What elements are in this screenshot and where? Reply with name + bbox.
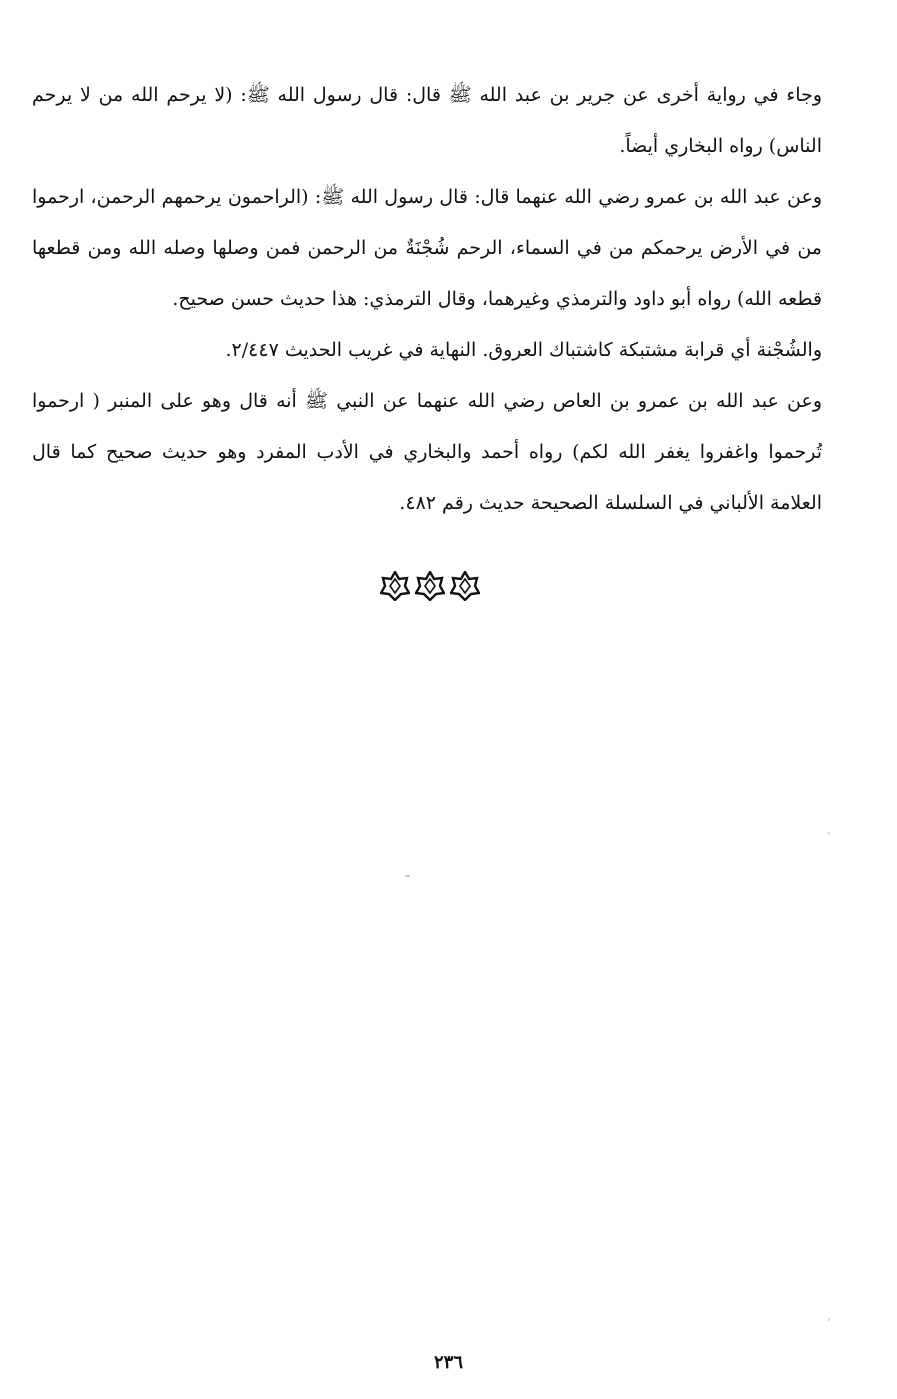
paragraph-irhamu-turhamu-hadith: وعن عبد الله بن عمرو بن العاص رضي الله عنهما عن النبي ﷺ أنه قال وهو على المنبر ( ارحموا تُرحموا واغفروا يغفر الله لكم) رواه أحمد والبخاري في الأدب المفرد وهو حديث صحيح كما قال العلامة الألباني في السلسلة الصحيحة حديث رقم ٤٨٢. [32, 390, 822, 514]
body-text [32, 70, 822, 529]
star-ornament-icon [380, 571, 410, 601]
paragraph-shujna-definition: والشُجْنة أي قرابة مشتبكة كاشتباك العروق. النهاية في غريب الحديث ٢/٤٤٧. [225, 339, 822, 361]
star-ornament-icon [415, 571, 445, 601]
star-ornament-icon [450, 571, 480, 601]
paragraph-jarir-hadith: وجاء في رواية أخرى عن جرير بن عبد الله ﷺ قال: قال رسول الله ﷺ: (لا يرحم الله من لا يرحم الناس) رواه البخاري أيضاً. [32, 84, 822, 157]
paragraph-abdullah-ibn-amr-hadith: وعن عبد الله بن عمرو رضي الله عنهما قال: قال رسول الله ﷺ: (الراحمون يرحمهم الرحمن، ارحموا من في الأرض يرحمكم من في السماء، الرحم شُجْنَةٌ من الرحمن فمن وصلها وصله الله ومن قطعها قطعه الله) رواه أبو داود والترمذي وغيرهما، وقال الترمذي: هذا حديث حسن صحيح. [32, 186, 822, 310]
page-number: ٢٣٦ [433, 1352, 463, 1373]
section-divider-ornament [380, 568, 480, 604]
